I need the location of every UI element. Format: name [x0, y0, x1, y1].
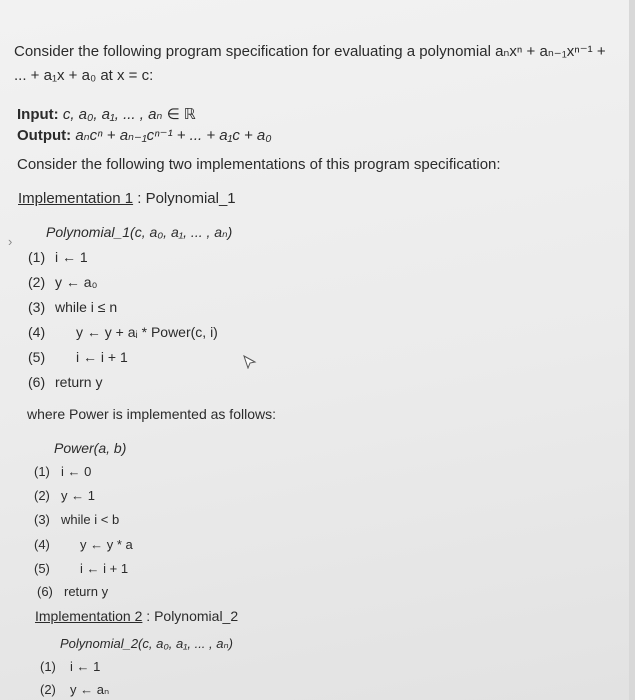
input-label: Input:	[17, 106, 59, 123]
impl1-line-num: (5)	[28, 349, 46, 365]
impl1-line-code: i ← i + 1	[76, 349, 128, 365]
output-label: Output:	[17, 127, 72, 144]
impl1-signature: Polynomial_1(c, a₀, a₁, ... , aₙ)	[46, 224, 233, 240]
impl1-line-code: i ← 1	[55, 249, 88, 265]
page-edge-shadow	[629, 0, 635, 700]
impl2-line-num: (2)	[40, 682, 56, 697]
impl2-line-code: i ← 1	[70, 659, 101, 674]
power-signature: Power(a, b)	[54, 440, 127, 456]
consider-text: Consider the following two implementations of this program specification:	[17, 156, 501, 173]
output-spec	[17, 126, 272, 144]
impl2-heading-title: Implementation 2	[35, 608, 143, 624]
where-text: where Power is implemented as follows:	[27, 406, 276, 422]
impl2-line-num: (1)	[40, 659, 56, 674]
impl2-heading-rest: : Polynomial_2	[142, 608, 239, 624]
impl1-heading-rest: : Polynomial_1	[133, 190, 236, 207]
impl2-line-code: y ← aₙ	[70, 682, 110, 697]
impl1-line-code: y ← y + aᵢ * Power(c, i)	[76, 324, 218, 340]
impl1-heading-title: Implementation 1	[18, 190, 134, 207]
input-value: c, a₀, a₁, ... , aₙ ∈ ℝ	[62, 106, 196, 123]
margin-mark: ›	[8, 234, 13, 249]
impl1-line-num: (4)	[28, 324, 46, 340]
impl1-line-code: return y	[55, 374, 103, 390]
power-line-num: (2)	[34, 488, 50, 503]
power-line-code: y ← y * a	[80, 537, 133, 552]
impl1-line-num: (3)	[28, 299, 46, 315]
power-line-num: (6)	[37, 584, 53, 599]
power-line-code: y ← 1	[61, 488, 95, 503]
impl1-heading	[18, 190, 236, 207]
power-line-code: i ← 0	[61, 464, 92, 479]
input-spec	[17, 105, 196, 123]
impl1-line-num: (2)	[28, 274, 46, 290]
impl1-line-code: while i ≤ n	[55, 299, 118, 315]
impl1-line-num: (6)	[28, 374, 46, 390]
impl1-line-num: (1)	[28, 249, 46, 265]
power-line-code: return y	[64, 584, 109, 599]
power-line-num: (3)	[34, 512, 50, 527]
impl1-line-code: y ← a₀	[55, 274, 98, 290]
power-line-num: (5)	[34, 561, 50, 576]
power-line-num: (1)	[34, 464, 50, 479]
power-line-code: while i < b	[61, 512, 120, 527]
impl2-signature: Polynomial_2(c, a₀, a₁, ... , aₙ)	[60, 636, 233, 651]
impl2-heading	[35, 608, 238, 624]
output-value: aₙcⁿ + aₙ₋₁cⁿ⁻¹ + ... + a₁c + a₀	[75, 127, 272, 144]
mouse-cursor-icon	[243, 355, 257, 369]
intro-line-2: ... + a₁x + a₀ at x = c:	[14, 67, 154, 84]
power-line-code: i ← i + 1	[80, 561, 129, 576]
intro-line-1: Consider the following program specification for evaluating a polynomial aₙxⁿ + aₙ₋₁xⁿ⁻¹ +	[14, 43, 606, 60]
power-line-num: (4)	[34, 537, 50, 552]
